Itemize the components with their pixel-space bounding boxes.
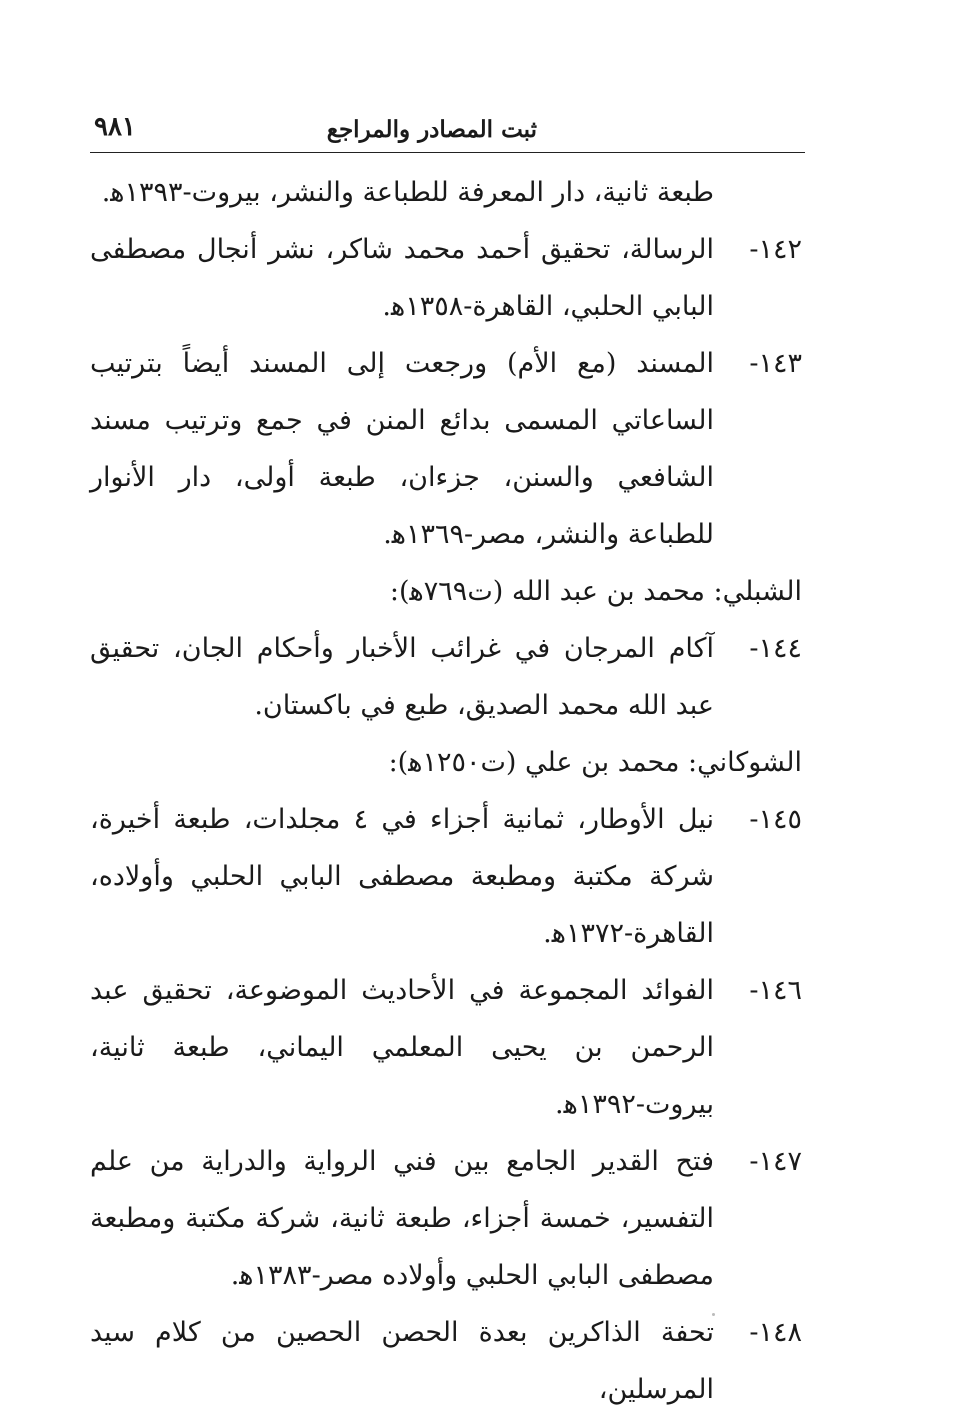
entry-text: آكام المرجان في غرائب الأخبار وأحكام الجان، تحقيق عبد الله محمد الصديق، طبع في باكستان. [90, 633, 714, 721]
entry-text: الفوائد المجموعة في الأحاديث الموضوعة، تحقيق عبد الرحمن بن يحيى المعلمي اليماني، طبعة ثانية، بيروت-١٣٩٢ﻫ. [90, 975, 714, 1120]
continuation-line: طبعة ثانية، دار المعرفة للطباعة والنشر، بيروت-١٣٩٣ﻫ. [101, 177, 714, 208]
bibliography-entry-148 [90, 1304, 802, 1418]
entry-text: الرسالة، تحقيق أحمد محمد شاكر، نشر أنجال مصطفى البابي الحلبي، القاهرة-١٣٥٨ﻫ. [90, 234, 714, 322]
bibliography-entry-145 [90, 791, 802, 962]
entry-number: ١٤٤- [749, 633, 802, 664]
entry-number: ١٤٨- [749, 1317, 802, 1348]
entry-number: ١٤٣- [749, 348, 802, 379]
author-heading-shawkani: الشوكاني: محمد بن علي (ت١٢٥٠ﻫ): [388, 747, 802, 778]
author-heading-shibli: الشبلي: محمد بن عبد الله (ت٧٦٩ﻫ): [389, 576, 802, 607]
entry-text: نيل الأوطار، ثمانية أجزاء في ٤ مجلدات، طبعة أخيرة، شركة مكتبة ومطبعة مصطفى البابي الحلبي وأولاده، القاهرة-١٣٧٢ﻫ. [90, 804, 714, 949]
page-number: ٩٨١ [94, 112, 136, 142]
entry-number: ١٤٦- [749, 975, 802, 1006]
running-title: ثبت المصادر والمراجع [326, 116, 537, 143]
bibliography-entry-147 [90, 1133, 802, 1304]
page-header [90, 112, 805, 153]
bibliography-entry-146 [90, 962, 802, 1133]
scan-speck [712, 1313, 715, 1316]
entry-text: المسند (مع الأم) ورجعت إلى المسند أيضاً بترتيب الساعاتي المسمى بدائع المنن في جمع وترتيب مسند الشافعي والسنن، جزءان، طبعة أولى، دار الأنوار للطباعة والنشر، مصر-١٣٦٩ﻫ. [90, 348, 714, 550]
entry-number: ١٤٥- [749, 804, 802, 835]
entry-number: ١٤٢- [749, 234, 802, 265]
bibliography-entry-142 [90, 221, 802, 335]
entry-text: تحفة الذاكرين بعدة الحصن الحصين من كلام سيد المرسلين، [90, 1317, 714, 1405]
bibliography-body [90, 164, 802, 1418]
entry-text: فتح القدير الجامع بين فني الرواية والدراية من علم التفسير، خمسة أجزاء، طبعة ثانية، شركة مكتبة ومطبعة مصطفى البابي الحلبي وأولاده مصر-١٣٨٣ﻫ. [90, 1146, 714, 1291]
bibliography-entry-143 [90, 335, 802, 563]
bibliography-entry-144 [90, 620, 802, 734]
entry-number: ١٤٧- [749, 1146, 802, 1177]
